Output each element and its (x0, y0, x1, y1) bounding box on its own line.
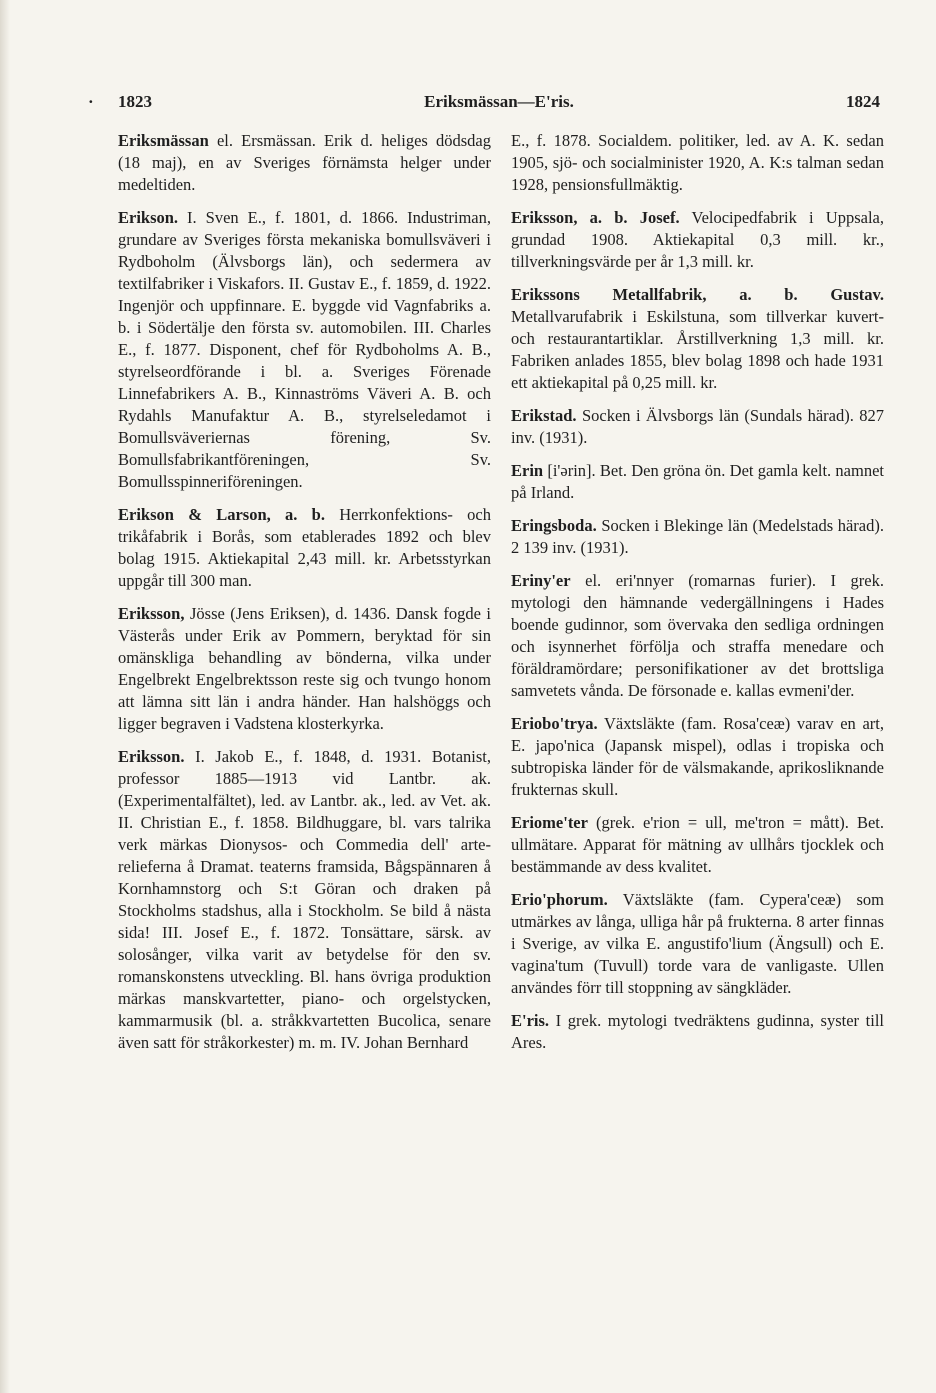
entry-text: Metallvarufabrik i Eskilstuna, som tillverkar kuvert- och restaurantartiklar. Årstillverkning 1,3 mill. kr. Fabriken anlades 1855, blev bolag 1898 och hade 1931 ett aktiekapital på 0,25 mill. kr. (511, 307, 884, 392)
entry-headword: Erikson & Larson, a. b. (118, 505, 325, 524)
entry-text: Växtsläkte (fam. Cypera'ceæ) som utmärkes av långa, ulliga hår på frukterna. 8 arter finnas i Sverige, av vilka E. angustifo'lium (Ängsull) och E. vagina'tum (Tuvull) torde vara de vanligaste. Ullen användes förr till stoppning av sängkläder. (511, 890, 884, 997)
entry-headword: Eriksson, (118, 604, 185, 623)
entry-text: el. Ersmässan. Erik d. heliges dödsdag (18 maj), en av Sveriges förnämsta helger under medeltiden. (118, 131, 491, 194)
entry-headword: Eriobo'trya. (511, 714, 598, 733)
dictionary-entry (511, 405, 884, 449)
dictionary-entry (511, 207, 884, 273)
entry-text: Växtsläkte (fam. Rosa'ceæ) varav en art, E. japo'nica (Japansk mispel), odlas i tropiska och subtropiska länder för de välsmakande, aprikosliknande frukternas skull. (511, 714, 884, 799)
entry-headword: Eriksson, a. b. Josef. (511, 208, 680, 227)
dictionary-entry (511, 1010, 884, 1054)
dictionary-entry (511, 570, 884, 702)
entry-text: Herrkonfektions- och trikåfabrik i Borås, som etablerades 1892 och blev bolag 1915. Aktiekapital 2,43 mill. kr. Arbetsstyrkan uppgår till 300 man. (118, 505, 491, 590)
entry-headword: Erikstad. (511, 406, 577, 425)
left-column (118, 130, 491, 1065)
entry-headword: Erin (511, 461, 544, 480)
entry-text: (grek. e'rion = ull, me'tron = mått). Bet. ullmätare. Apparat för mätning av ullhårs tjocklek och bestämmande av dess kvalitet. (511, 813, 884, 876)
header-dot: · (88, 92, 94, 111)
entry-headword: Erikson. (118, 208, 179, 227)
dictionary-entry (118, 746, 491, 1054)
page-number-right: 1824 (846, 92, 880, 111)
entry-text: el. eri'nnyer (romarnas furier). I grek. mytologi den hämnande vedergällningens i Hades boende gudinnor, som övervaka den sedliga ordningen och isynnerhet förfölja och straffa menedare och föräldramördare; personifikationer av det brottsliga samvetets vånda. De försonade e. kallas evmeni'der. (511, 571, 884, 700)
entry-text: I grek. mytologi tvedräktens gudinna, syster till Ares. (511, 1011, 884, 1052)
entry-headword: Eringsboda. (511, 516, 597, 535)
entry-text: I. Jakob E., f. 1848, d. 1931. Botanist, professor 1885—1913 vid Lantbr. ak. (Experimentalfältet), led. av Lantbr. ak., led. av Vet. ak. II. Christian E., f. 1858. Bildhuggare, bl. vars talrika verk märkas Dionysos- och Commedia dell' arte-relieferna å Dramat. teaterns framsida, Bågspännaren å Kornhamnstorg och S:t Göran och draken på Stockholms stadshus, alla i Stockholm. Se bild å nästa sida! III. Josef E., f. 1872. Tonsättare, särsk. av solosånger, vilka varit av betydelse för den sv. romanskonstens utveckling. Bl. hans övriga produktion märkas manskvartetter, piano- och orgelstycken, kammarmusik (bl. a. stråkkvartetten Bucolica, senare även satt för stråkorkester) m. m. IV. Johan Bernhard (118, 747, 491, 1052)
dictionary-entry (118, 207, 491, 493)
dictionary-entry (511, 889, 884, 999)
right-column (511, 130, 884, 1065)
entry-headword: Eriny'er (511, 571, 571, 590)
entry-headword: Eriksmässan (118, 131, 209, 150)
dictionary-entry (511, 130, 884, 196)
entry-text: [i'ərin]. Bet. Den gröna ön. Det gamla kelt. namnet på Irland. (511, 461, 884, 502)
dictionary-entry (511, 515, 884, 559)
entry-text: Socken i Älvsborgs län (Sundals härad). 827 inv. (1931). (511, 406, 884, 447)
dictionary-entry (511, 460, 884, 504)
dictionary-entry (511, 284, 884, 394)
entry-text: Socken i Blekinge län (Medelstads härad). 2 139 inv. (1931). (511, 516, 884, 557)
entry-headword: Eriksson. (118, 747, 185, 766)
page-header (88, 92, 880, 116)
entry-headword: Erio'phorum. (511, 890, 608, 909)
dictionary-entry (118, 130, 491, 196)
dictionary-entry (511, 812, 884, 878)
page-number-left: 1823 (118, 92, 152, 111)
entry-text: Jösse (Jens Eriksen), d. 1436. Dansk fogde i Västerås under Erik av Pommern, beryktad för sin omänskliga behandling av bönderna, vilka under Engelbrekt Engelbrektsson reste sig och tvungo honom att lämna sitt län i andra händer. Han halshöggs och ligger begraven i Vadstena klosterkyrka. (118, 604, 491, 733)
text-columns (118, 130, 884, 1350)
entry-headword: E'ris. (511, 1011, 550, 1030)
entry-headword: Erikssons Metallfabrik, a. b. Gustav. (511, 285, 884, 304)
entry-headword: Eriome'ter (511, 813, 588, 832)
page-edge (0, 0, 10, 1393)
dictionary-entry (511, 713, 884, 801)
running-title: Eriksmässan—E'ris. (424, 92, 574, 111)
dictionary-entry (118, 603, 491, 735)
entry-text: E., f. 1878. Socialdem. politiker, led. av A. K. sedan 1905, sjö- och socialminister 1920, A. K:s talman sedan 1928, pensionsfullmäktig. (511, 131, 884, 194)
entry-text: I. Sven E., f. 1801, d. 1866. Industriman, grundare av Sveriges första mekaniska bomullsväveri i Rydboholm (Älvsborgs län), och sedermera av textilfabriker i Viskafors. II. Gustav E., f. 1859, d. 1922. Ingenjör och uppfinnare. E. byggde vid Vagnfabriks a. b. i Södertälje den första sv. automobilen. III. Charles E., f. 1877. Disponent, chef för Rydboholms A. B., styrelseordförande i bl. a. Sveriges Förenade Linnefabrikers A. B., Kinnaströms Väveri A. B. och Rydahls Manufaktur A. B., styrelseledamot i Bomullsväveriernas förening, Sv. Bomullsfabrikantföreningen, Sv. Bomullsspinneriföreningen. (118, 208, 491, 491)
entry-text: Velocipedfabrik i Uppsala, grundad 1908. Aktiekapital 0,3 mill. kr., tillverkningsvärde per år 1,3 mill. kr. (511, 208, 885, 271)
dictionary-entry (118, 504, 491, 592)
